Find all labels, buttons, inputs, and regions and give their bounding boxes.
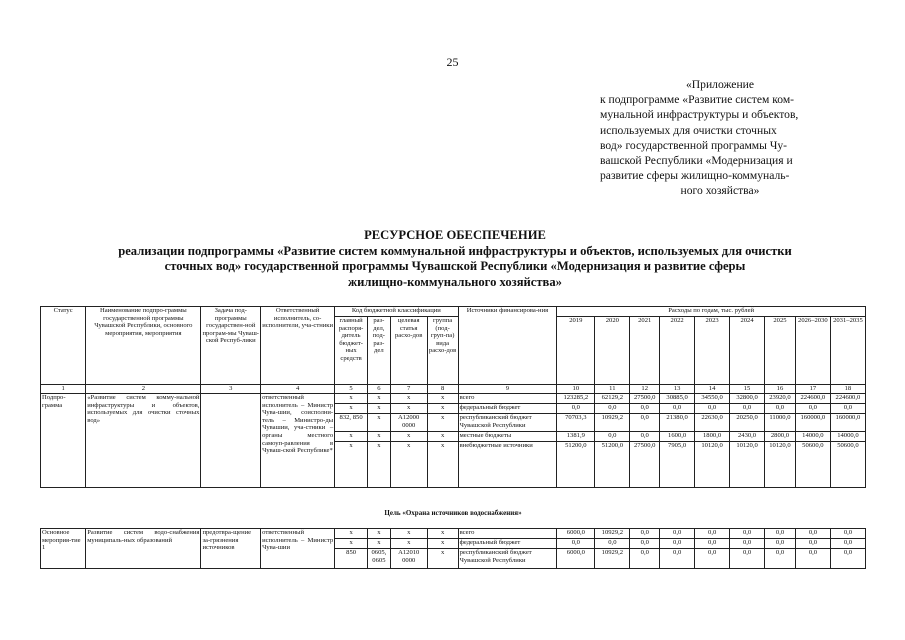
cell-section: x	[368, 414, 391, 432]
header-year: 2031–2035	[830, 317, 865, 385]
cell-value: 2430,0	[730, 432, 765, 442]
header-year: 2021	[630, 317, 660, 385]
cell-value: 0,0	[795, 549, 830, 569]
cell-value: 50600,0	[795, 442, 830, 488]
cell-value: 1600,0	[660, 432, 695, 442]
header-year: 2023	[695, 317, 730, 385]
cell-value: 0,0	[660, 549, 695, 569]
cell-value: 50600,0	[830, 442, 865, 488]
appendix-line: используемых для очистки сточных	[600, 123, 777, 137]
column-number: 2	[86, 385, 201, 394]
resource-table-section2	[40, 528, 866, 569]
cell-value: 27500,0	[630, 442, 660, 488]
cell-value: 123285,2	[557, 394, 595, 404]
cell-value: 0,0	[595, 404, 630, 414]
cell-value: 0,0	[795, 529, 830, 539]
cell-value: 0,0	[630, 539, 660, 549]
cell-section: x	[368, 539, 391, 549]
row-status: Основное мероприя-тие 1	[41, 529, 86, 569]
row-responsible: ответственный исполнитель – Министр Чува-шии, соисполни-тель – Министро-ды Чувашии, уча-стники – органы местного самоуп-равления в Чуваш-ской Республике*	[261, 394, 335, 488]
cell-value: 23920,0	[765, 394, 796, 404]
cell-value: 32800,0	[730, 394, 765, 404]
cell-value: 7905,0	[660, 442, 695, 488]
cell-value: 22630,0	[695, 414, 730, 432]
column-number: 11	[595, 385, 630, 394]
cell-group: x	[427, 442, 458, 488]
cell-group: x	[427, 414, 458, 432]
cell-section: x	[368, 529, 391, 539]
cell-section: x	[368, 394, 391, 404]
cell-section: x	[368, 442, 391, 488]
cell-group: x	[427, 394, 458, 404]
column-number: 16	[765, 385, 796, 394]
title-line: жилищно-коммунального хозяйства»	[348, 274, 562, 289]
cell-value: 0,0	[660, 529, 695, 539]
column-number: 14	[695, 385, 730, 394]
header-year: 2026–2030	[795, 317, 830, 385]
row-status: Подпро-грамма	[41, 394, 86, 488]
cell-value: 1800,0	[695, 432, 730, 442]
title-line: реализации подпрограммы «Развитие систем коммунальной инфраструктуры и объектов, используемых для очистки	[118, 243, 792, 258]
cell-value: 0,0	[695, 529, 730, 539]
cell-target: x	[390, 404, 427, 414]
cell-value: 0,0	[630, 404, 660, 414]
column-number: 17	[795, 385, 830, 394]
cell-target: x	[390, 529, 427, 539]
cell-target: x	[390, 442, 427, 488]
cell-value: 0,0	[765, 539, 796, 549]
cell-value: 0,0	[830, 404, 865, 414]
cell-grbs: x	[335, 432, 368, 442]
title-line: сточных вод» государственной программы Чувашской Республики «Модернизация и развитие сферы	[164, 259, 746, 273]
cell-value: 51200,0	[595, 442, 630, 488]
header-kbk: Код бюджетной классификации	[335, 307, 458, 317]
row-task: предотвра-щение за-грязнения источников	[201, 529, 261, 569]
header-sources: Источники финансирова-ния	[458, 307, 557, 385]
cell-target: A12000 0000	[390, 414, 427, 432]
cell-grbs: 850	[335, 549, 368, 569]
cell-value: 27500,0	[630, 394, 660, 404]
column-number: 3	[201, 385, 261, 394]
cell-value: 160000,0	[795, 414, 830, 432]
row-name: Развитие систем водо-снабжения муниципаль-ных образований	[86, 529, 201, 569]
row-task	[201, 394, 261, 488]
column-number: 5	[335, 385, 368, 394]
cell-value: 224600,0	[795, 394, 830, 404]
page-number: 25	[446, 55, 459, 69]
header-year: 2019	[557, 317, 595, 385]
cell-value: 0,0	[695, 539, 730, 549]
cell-value: 10929,2	[595, 414, 630, 432]
cell-source: федеральный бюджет	[458, 539, 557, 549]
cell-value: 0,0	[660, 404, 695, 414]
cell-source: всего	[458, 394, 557, 404]
cell-value: 2800,0	[765, 432, 796, 442]
document-title	[70, 228, 840, 290]
appendix-line: «Приложение	[685, 78, 755, 91]
cell-target: x	[390, 432, 427, 442]
header-task: Задача под-программы государствен-ной програм-мы Чуваш-ской Респуб-лики	[201, 307, 261, 385]
header-year: 2020	[595, 317, 630, 385]
title-main: РЕСУРСНОЕ ОБЕСПЕЧЕНИЕ	[364, 228, 546, 242]
cell-value: 224600,0	[830, 394, 865, 404]
row-responsible: ответственный исполнитель – Министр Чува-шии	[261, 529, 335, 569]
cell-value: 6000,0	[557, 529, 595, 539]
cell-value: 10929,2	[595, 549, 630, 569]
row-name: «Развитие систем комму-нальной инфраструктуры и объектов, используемых для очистки сточных вод»	[86, 394, 201, 488]
cell-value: 0,0	[630, 529, 660, 539]
header-year: 2025	[765, 317, 796, 385]
cell-source: внебюджетные источники	[458, 442, 557, 488]
appendix-note	[600, 77, 840, 199]
column-number: 12	[630, 385, 660, 394]
cell-value: 0,0	[630, 432, 660, 442]
column-number: 10	[557, 385, 595, 394]
cell-value: 160000,0	[830, 414, 865, 432]
cell-value: 20250,0	[730, 414, 765, 432]
cell-value: 0,0	[765, 404, 796, 414]
cell-target: A12010 0000	[390, 549, 427, 569]
header-responsible: Ответственный исполнитель, со-исполнители, уча-стники	[261, 307, 335, 385]
header-year: 2022	[660, 317, 695, 385]
column-number: 6	[368, 385, 391, 394]
cell-value: 0,0	[695, 404, 730, 414]
appendix-line: вод» государственной программы Чу-	[600, 138, 788, 152]
cell-value: 0,0	[595, 539, 630, 549]
cell-value: 0,0	[595, 432, 630, 442]
cell-grbs: x	[335, 404, 368, 414]
cell-value: 0,0	[557, 539, 595, 549]
cell-value: 1381,9	[557, 432, 595, 442]
cell-group: x	[427, 529, 458, 539]
cell-value: 0,0	[830, 529, 865, 539]
cell-value: 0,0	[630, 549, 660, 569]
resource-table	[40, 306, 866, 488]
cell-value: 10120,0	[695, 442, 730, 488]
cell-source: федеральный бюджет	[458, 404, 557, 414]
cell-value: 0,0	[730, 539, 765, 549]
header-year: 2024	[730, 317, 765, 385]
cell-section: 0605, 0605	[368, 549, 391, 569]
header-kbk-section: раз-дел, под-раз-дел	[368, 317, 391, 385]
cell-value: 10120,0	[730, 442, 765, 488]
cell-value: 10929,2	[595, 529, 630, 539]
cell-grbs: x	[335, 529, 368, 539]
cell-grbs: x	[335, 442, 368, 488]
appendix-line: вашской Республики «Модернизация и	[600, 154, 793, 168]
cell-value: 21380,0	[660, 414, 695, 432]
header-kbk-grbs: главный распоря-дитель бюджет-ных средств	[335, 317, 368, 385]
cell-grbs: x	[335, 394, 368, 404]
cell-grbs: x	[335, 539, 368, 549]
header-kbk-target: целевая статья расхо-дов	[390, 317, 427, 385]
cell-target: x	[390, 539, 427, 549]
cell-value: 0,0	[630, 414, 660, 432]
cell-value: 70703,3	[557, 414, 595, 432]
column-number: 7	[390, 385, 427, 394]
cell-value: 62129,2	[595, 394, 630, 404]
column-number: 13	[660, 385, 695, 394]
cell-value: 14000,0	[830, 432, 865, 442]
cell-value: 0,0	[765, 549, 796, 569]
cell-value: 51200,0	[557, 442, 595, 488]
cell-value: 0,0	[795, 539, 830, 549]
cell-section: x	[368, 432, 391, 442]
cell-value: 0,0	[730, 404, 765, 414]
column-number: 4	[261, 385, 335, 394]
cell-value: 0,0	[765, 529, 796, 539]
cell-group: x	[427, 432, 458, 442]
cell-value: 0,0	[695, 549, 730, 569]
header-status: Статус	[41, 307, 86, 385]
cell-group: x	[427, 404, 458, 414]
column-number: 1	[41, 385, 86, 394]
cell-value: 30885,0	[660, 394, 695, 404]
column-number: 18	[830, 385, 865, 394]
appendix-line: ного хозяйства»	[680, 184, 760, 198]
cell-value: 0,0	[730, 529, 765, 539]
header-expenses: Расходы по годам, тыс. рублей	[557, 307, 866, 317]
cell-source: местные бюджеты	[458, 432, 557, 442]
header-name: Наименование подпро-граммы государственной программы Чувашской Республики, основного мероприятия, мероприятия	[86, 307, 201, 385]
cell-section: x	[368, 404, 391, 414]
cell-source: республиканский бюджет Чувашской Республики	[458, 549, 557, 569]
appendix-line: к подпрограмме «Развитие систем ком-	[600, 93, 795, 107]
cell-value: 6000,0	[557, 549, 595, 569]
cell-value: 10120,0	[765, 442, 796, 488]
cell-value: 0,0	[830, 539, 865, 549]
cell-source: республиканский бюджет Чувашской Республики	[458, 414, 557, 432]
cell-value: 34550,0	[695, 394, 730, 404]
cell-source: всего	[458, 529, 557, 539]
cell-value: 0,0	[795, 404, 830, 414]
cell-grbs: 832, 850	[335, 414, 368, 432]
goal-label: Цель «Охрана источников водоснабжения»	[384, 509, 522, 517]
cell-value: 0,0	[557, 404, 595, 414]
column-number: 15	[730, 385, 765, 394]
column-number: 9	[458, 385, 557, 394]
cell-group: x	[427, 539, 458, 549]
header-kbk-group: группа (под-груп-па) вида расхо-дов	[427, 317, 458, 385]
cell-group: x	[427, 549, 458, 569]
appendix-line: мунальной инфраструктуры и объектов,	[600, 108, 799, 122]
cell-value: 0,0	[660, 539, 695, 549]
appendix-line: развитие сферы жилищно-коммуналь-	[600, 169, 790, 183]
cell-value: 11000,0	[765, 414, 796, 432]
cell-value: 0,0	[830, 549, 865, 569]
cell-value: 14000,0	[795, 432, 830, 442]
cell-target: x	[390, 394, 427, 404]
column-number: 8	[427, 385, 458, 394]
cell-value: 0,0	[730, 549, 765, 569]
